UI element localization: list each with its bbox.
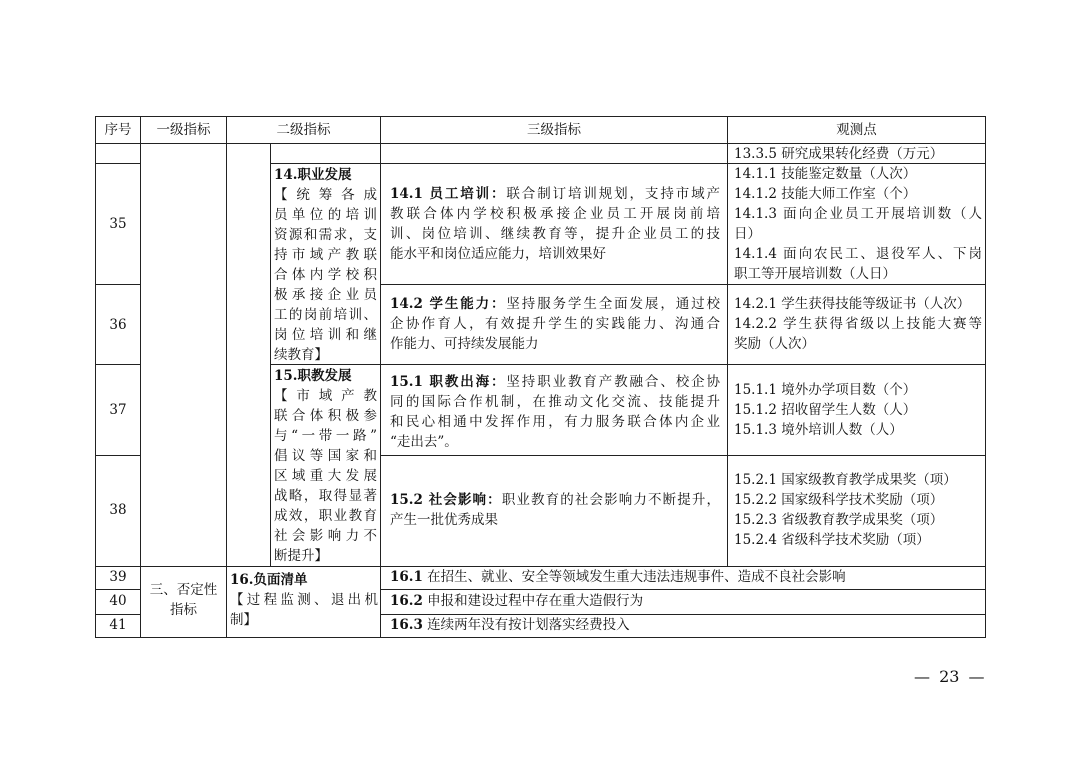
page-number-footer	[914, 667, 985, 686]
level3-line: 同的国际合作机制，在推动文化交流、技能提升	[390, 394, 720, 410]
row-seq: 38	[109, 502, 127, 518]
level2-desc-line: 续教育】	[274, 347, 328, 363]
level3-line: 15.1 职教出海：坚持职业教育产教融合、校企协	[390, 374, 720, 390]
observation-cell	[734, 294, 982, 354]
level3-cell	[390, 294, 720, 354]
level3-text: 连续两年没有按计划落实经费投入	[422, 617, 630, 633]
level3-line: 和民心相通中发挥作用，有力服务联合体内企业	[390, 414, 720, 430]
header-obs: 观测点	[836, 122, 877, 138]
level2-desc-line: 持市域产教联	[274, 247, 377, 263]
level2-desc-line: 断提升】	[274, 548, 328, 564]
level2-desc-line: 员单位的培训	[274, 207, 377, 223]
observation-cell	[734, 470, 982, 550]
level3-text: 申报和建设过程中存在重大造假行为	[422, 593, 644, 609]
level3-line: 14.1 员工培训：联合制订培训规划，支持市域产	[390, 186, 720, 202]
row-seq: 41	[109, 617, 127, 633]
level2-desc-line: 制】	[230, 612, 257, 628]
level2-desc-line: 资源和需求，支	[274, 227, 377, 243]
level3-line: 作能力、可持续发展能力	[390, 336, 539, 352]
obs-line: 14.1.1 技能鉴定数量（人次）	[734, 166, 917, 182]
level3-line: 企协作育人，有效提升学生的实践能力、沟通合	[390, 316, 720, 332]
level3-id: 16.1	[390, 569, 423, 585]
level3-id: 16.2	[390, 593, 423, 609]
level2-desc-line: 倡议等国家和	[274, 448, 377, 464]
obs-line: 15.2.1 国家级教育教学成果奖（项）	[734, 472, 957, 488]
row-seq: 35	[109, 216, 127, 232]
obs-line: 职工等开展培训数（人日）	[734, 266, 896, 282]
level2-desc-line: 工的岗前培训、	[274, 307, 377, 323]
level2-title: 15.职教发展	[274, 368, 352, 384]
level3-cell	[390, 184, 720, 264]
observation-cell	[734, 164, 982, 284]
level3-cell	[390, 490, 720, 530]
obs-line: 日）	[734, 226, 761, 242]
level2-desc-line: 成效，职业教育	[274, 508, 377, 524]
level3-line: 产生一批优秀成果	[390, 512, 498, 528]
level2-title: 14.职业发展	[274, 167, 352, 183]
level3-line: 15.2 社会影响：职业教育的社会影响力不断提升，	[390, 492, 720, 508]
level3-id: 16.3	[390, 617, 423, 633]
obs-line: 15.2.2 国家级科学技术奖励（项）	[734, 492, 944, 508]
level2-desc-line: 【市域产教	[274, 388, 377, 404]
level3-line: 教联合体内学校积极承接企业员工开展岗前培	[390, 206, 720, 222]
level3-cell	[390, 591, 980, 611]
row-seq: 40	[109, 593, 127, 609]
obs-line: 15.1.1 境外办学项目数（个）	[734, 382, 917, 398]
level1-line: 三、否定性	[149, 582, 218, 598]
observation-cell	[734, 380, 982, 440]
row-seq: 36	[109, 317, 127, 333]
header-seq: 序号	[104, 122, 132, 138]
level2-desc-line: 战略，取得显著	[274, 488, 377, 504]
level3-cell	[390, 615, 980, 635]
obs-line: 14.1.3 面向企业员工开展培训数（人	[734, 206, 982, 222]
level3-line: 训、岗位培训、继续教育等，提升企业员工的技	[390, 226, 720, 242]
level1-line: 指标	[170, 602, 197, 618]
level3-line: “走出去”。	[390, 434, 458, 450]
level2-block-16	[230, 570, 378, 630]
level2-desc-line: 极承接企业员	[274, 287, 377, 303]
obs-line: 14.1.2 技能大师工作室（个）	[734, 186, 917, 202]
level2-desc-line: 合体内学校积	[274, 267, 377, 283]
level3-cell	[390, 372, 720, 452]
level2-desc-line: 区域重大发展	[274, 468, 377, 484]
obs-line: 15.2.3 省级教育教学成果奖（项）	[734, 512, 944, 528]
footer-dash-icon: —	[968, 667, 985, 686]
level3-line: 能水平和岗位适应能力，培训效果好	[390, 246, 606, 262]
level1-negative-indicator	[141, 580, 226, 620]
header-level1: 一级指标	[156, 122, 211, 138]
obs-line: 15.1.2 招收留学生人数（人）	[734, 402, 917, 418]
footer-dash-icon: —	[914, 667, 930, 686]
obs-line: 14.2.2 学生获得省级以上技能大赛等	[734, 316, 982, 332]
level3-id: 14.2 学生能力：	[390, 296, 507, 312]
obs-line: 15.1.3 境外培训人数（人）	[734, 422, 903, 438]
header-level3: 三级指标	[527, 122, 581, 138]
level2-desc-line: 【统筹各成	[274, 187, 377, 203]
level2-desc-line: 岗位培训和继	[274, 327, 377, 343]
obs-line: 14.1.4 面向农民工、退役军人、下岗	[734, 246, 982, 262]
level3-id: 15.2 社会影响：	[390, 492, 502, 508]
obs-line: 14.2.1 学生获得技能等级证书（人次）	[734, 296, 971, 312]
level2-block-15	[274, 366, 377, 566]
level2-desc-line: 联合体积极参	[274, 408, 377, 424]
obs-line: 奖励（人次）	[734, 336, 815, 352]
level2-desc-line: 社会影响力不	[274, 528, 377, 544]
continuation-obs: 13.3.5 研究成果转化经费（万元）	[734, 146, 944, 162]
level3-text: 在招生、就业、安全等领域发生重大违法违规事件、造成不良社会影响	[422, 569, 846, 585]
level2-desc-line: 【过程监测、退出机	[230, 592, 378, 608]
level3-cell	[390, 567, 980, 587]
row-seq: 39	[109, 569, 127, 585]
level2-block-14	[274, 165, 377, 365]
level2-desc-line: 与“一带一路”	[274, 428, 377, 444]
level3-line: 14.2 学生能力：坚持服务学生全面发展，通过校	[390, 296, 720, 312]
obs-line: 15.2.4 省级科学技术奖励（项）	[734, 532, 930, 548]
header-level2: 二级指标	[276, 122, 331, 138]
level2-title: 16.负面清单	[230, 572, 308, 588]
level3-id: 15.1 职教出海：	[390, 374, 507, 390]
page-number: 23	[939, 667, 960, 686]
level3-id: 14.1 员工培训：	[390, 186, 507, 202]
row-seq: 37	[109, 402, 127, 418]
